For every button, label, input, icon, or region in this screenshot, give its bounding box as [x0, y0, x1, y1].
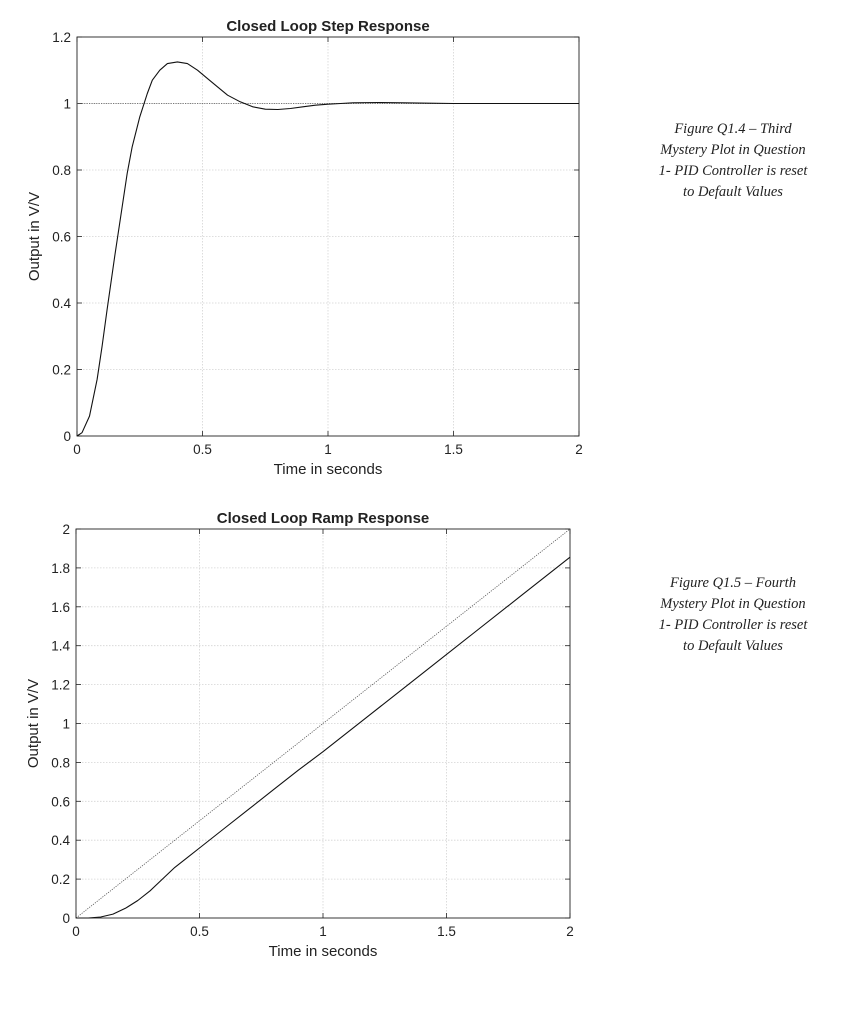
chart-title: Closed Loop Ramp Response: [216, 510, 430, 527]
chart-title: Closed Loop Step Response: [226, 18, 430, 35]
y-tick-label: 1.2: [52, 30, 71, 45]
x-tick-label: 0: [73, 442, 81, 457]
x-tick-label: 1: [324, 442, 332, 457]
y-tick-label: 0.2: [51, 872, 70, 888]
x-tick-label: 2: [566, 924, 574, 939]
y-tick-label: 0.6: [52, 229, 71, 245]
x-tick-label: 1: [319, 924, 327, 939]
y-tick-label: 0: [63, 429, 71, 444]
x-tick-label: 0.5: [190, 924, 209, 939]
x-axis-label: Time in seconds: [268, 943, 378, 960]
step-response-chart: [0, 0, 856, 495]
x-tick-label: 1.5: [444, 442, 463, 457]
x-tick-label: 0: [72, 924, 80, 939]
x-tick-label: 2: [575, 442, 583, 457]
y-tick-label: 0.8: [52, 163, 71, 178]
y-tick-label: 2: [62, 522, 70, 537]
y-tick-label: 0.6: [51, 794, 70, 810]
y-tick-label: 1.8: [51, 560, 70, 576]
x-tick-label: 0.5: [193, 442, 212, 457]
figure-q1-5-caption: Figure Q1.5 – Fourth Mystery Plot in Question 1- PID Controller is reset to Default Values: [658, 575, 808, 654]
y-tick-label: 1: [62, 716, 70, 732]
y-axis-label: Output in V/V: [26, 191, 43, 282]
x-tick-label: 1.5: [437, 924, 456, 939]
y-tick-label: 1.6: [51, 599, 70, 615]
y-tick-label: 0.4: [52, 296, 71, 311]
figure-q1-4-caption: Figure Q1.4 – Third Mystery Plot in Question 1- PID Controller is reset to Default Values: [658, 121, 808, 200]
ramp-response-chart: [0, 500, 856, 975]
y-tick-label: 0: [62, 911, 70, 926]
y-tick-label: 1.2: [51, 677, 70, 693]
y-tick-label: 1.4: [51, 638, 70, 654]
y-tick-label: 1: [63, 96, 71, 112]
y-tick-label: 0.4: [51, 833, 70, 849]
y-tick-label: 0.2: [52, 362, 71, 378]
y-tick-label: 0.8: [51, 755, 70, 771]
y-axis-label: Output in V/V: [25, 678, 42, 769]
x-axis-label: Time in seconds: [273, 461, 383, 478]
